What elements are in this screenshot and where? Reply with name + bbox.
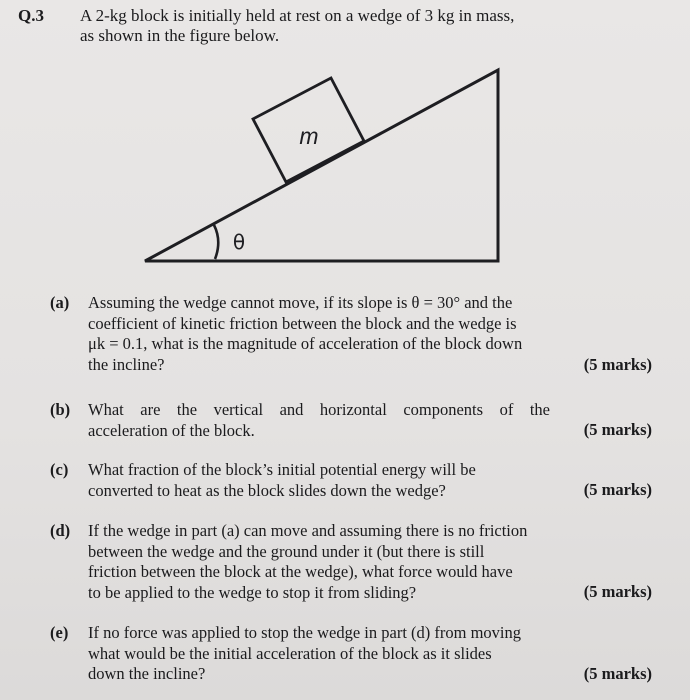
part-line: If the wedge in part (a) can move and assuming there is no friction xyxy=(88,521,528,540)
part-line: Assuming the wedge cannot move, if its slope is θ = 30° and the xyxy=(88,293,513,312)
wedge-triangle xyxy=(145,70,498,261)
part-label: (a) xyxy=(50,293,70,312)
wedge-figure xyxy=(110,60,530,275)
part-e xyxy=(50,623,660,687)
part-marks: (5 marks) xyxy=(583,582,652,601)
part-line: μk = 0.1, what is the magnitude of acceleration of the block down xyxy=(88,334,523,353)
part-line: what would be the initial acceleration of the block as it slides xyxy=(88,643,492,663)
part-line: What fraction of the block’s initial potential energy will be xyxy=(88,460,476,479)
question-number: Q.3 xyxy=(18,6,44,25)
part-line: converted to heat as the block slides down the wedge? xyxy=(88,480,446,500)
part-marks: (5 marks) xyxy=(583,355,652,374)
part-marks: (5 marks) xyxy=(583,420,652,439)
part-line: If no force was applied to stop the wedge in part (d) from moving xyxy=(88,623,522,642)
part-label: (b) xyxy=(50,400,71,419)
part-line: acceleration of the block. xyxy=(88,420,255,440)
part-marks: (5 marks) xyxy=(583,480,652,499)
block-label: m xyxy=(299,123,319,149)
part-b xyxy=(50,400,660,444)
question-intro xyxy=(80,6,560,46)
part-label: (c) xyxy=(50,460,69,479)
part-c xyxy=(50,460,660,504)
intro-line: as shown in the figure below. xyxy=(80,26,280,45)
part-line: to be applied to the wedge to stop it from sliding? xyxy=(88,582,417,602)
part-line: What are the vertical and horizontal components of the xyxy=(88,400,550,419)
part-line: friction between the block at the wedge), what force would have xyxy=(88,562,513,581)
part-label: (e) xyxy=(50,623,69,642)
angle-label: θ xyxy=(232,230,246,254)
part-line: between the wedge and the ground under it (but there is still xyxy=(88,541,485,561)
part-line: the incline? xyxy=(88,354,165,374)
angle-arc xyxy=(214,225,218,259)
part-label: (d) xyxy=(50,521,71,540)
part-line: coefficient of kinetic friction between the block and the wedge is xyxy=(88,313,517,333)
part-a xyxy=(50,293,660,377)
part-d xyxy=(50,521,660,605)
part-line: down the incline? xyxy=(88,664,206,683)
intro-line: A 2-kg block is initially held at rest on a wedge of 3 kg in mass, xyxy=(80,6,515,25)
part-marks: (5 marks) xyxy=(583,664,652,683)
